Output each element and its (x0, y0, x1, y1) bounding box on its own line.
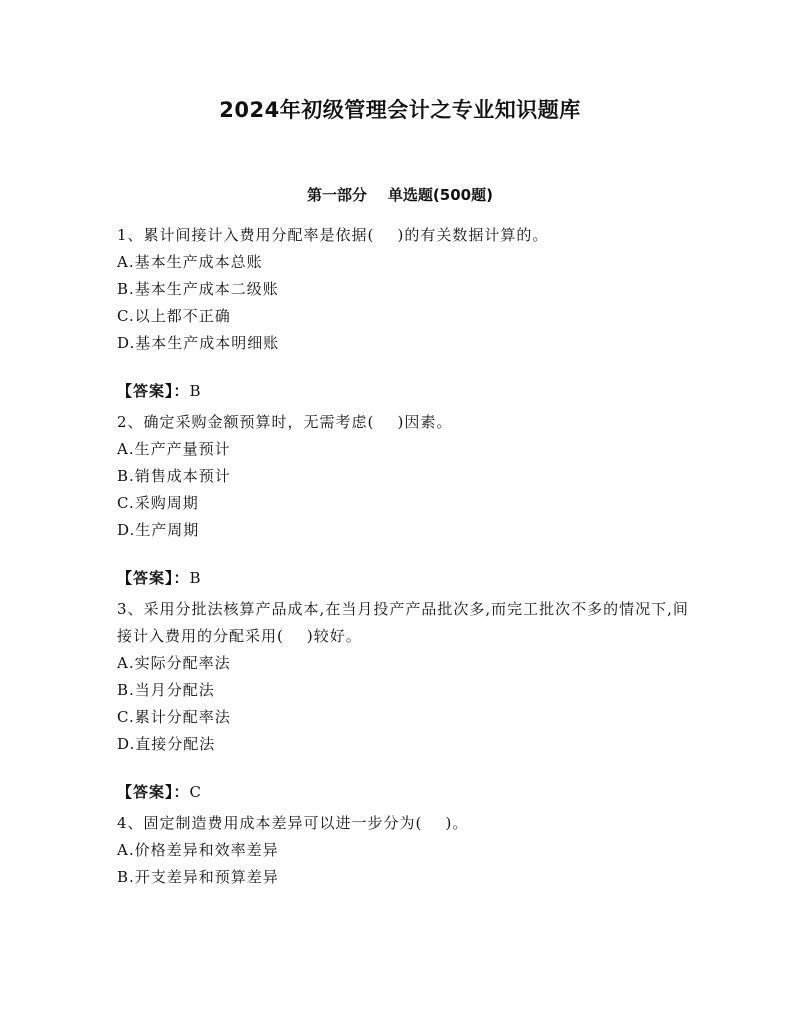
section-heading: 第一部分 单选题(500题) (307, 186, 493, 204)
answer-label: 【答案】 (117, 382, 174, 400)
answer-line (117, 779, 697, 806)
option-a: A.价格差异和效率差异 (117, 841, 279, 859)
question-item (117, 222, 697, 357)
answer-value: C (189, 783, 203, 801)
question-item (117, 596, 697, 758)
option-a: A.基本生产成本总账 (117, 253, 263, 271)
option-b: B.销售成本预计 (117, 467, 231, 485)
answer-value: B (189, 382, 202, 400)
option-d: D.基本生产成本明细账 (117, 334, 280, 352)
question-text: 2、确定采购金额预算时，无需考虑( )因素。 (117, 413, 453, 431)
question-text: 3、采用分批法核算产品成本,在当月投产产品批次多,而完工批次不多的情况下,间接计入费用的分配采用( )较好。 (117, 600, 689, 645)
answer-label: 【答案】 (117, 569, 174, 587)
option-d: D.直接分配法 (117, 735, 216, 753)
option-c: C.累计分配率法 (117, 708, 231, 726)
option-c: C.采购周期 (117, 494, 199, 512)
question-item (117, 810, 697, 891)
option-c: C.以上都不正确 (117, 307, 231, 325)
option-b: B.基本生产成本二级账 (117, 280, 279, 298)
answer-line (117, 565, 697, 592)
document-title: 2024年初级管理会计之专业知识题库 (219, 98, 581, 122)
answer-line (117, 378, 697, 405)
answer-separator: ： (173, 783, 190, 801)
option-d: D.生产周期 (117, 521, 200, 539)
question-text: 4、固定制造费用成本差异可以进一步分为( )。 (117, 814, 469, 832)
answer-label: 【答案】 (117, 783, 174, 801)
question-text: 1、累计间接计入费用分配率是依据( )的有关数据计算的。 (117, 226, 549, 244)
option-a: A.实际分配率法 (117, 654, 231, 672)
answer-separator: ： (173, 382, 190, 400)
option-b: B.当月分配法 (117, 681, 215, 699)
option-a: A.生产产量预计 (117, 440, 231, 458)
answer-value: B (189, 569, 202, 587)
answer-separator: ： (173, 569, 190, 587)
question-item (117, 409, 697, 544)
question-list (117, 222, 697, 891)
option-b: B.开支差异和预算差异 (117, 868, 279, 886)
